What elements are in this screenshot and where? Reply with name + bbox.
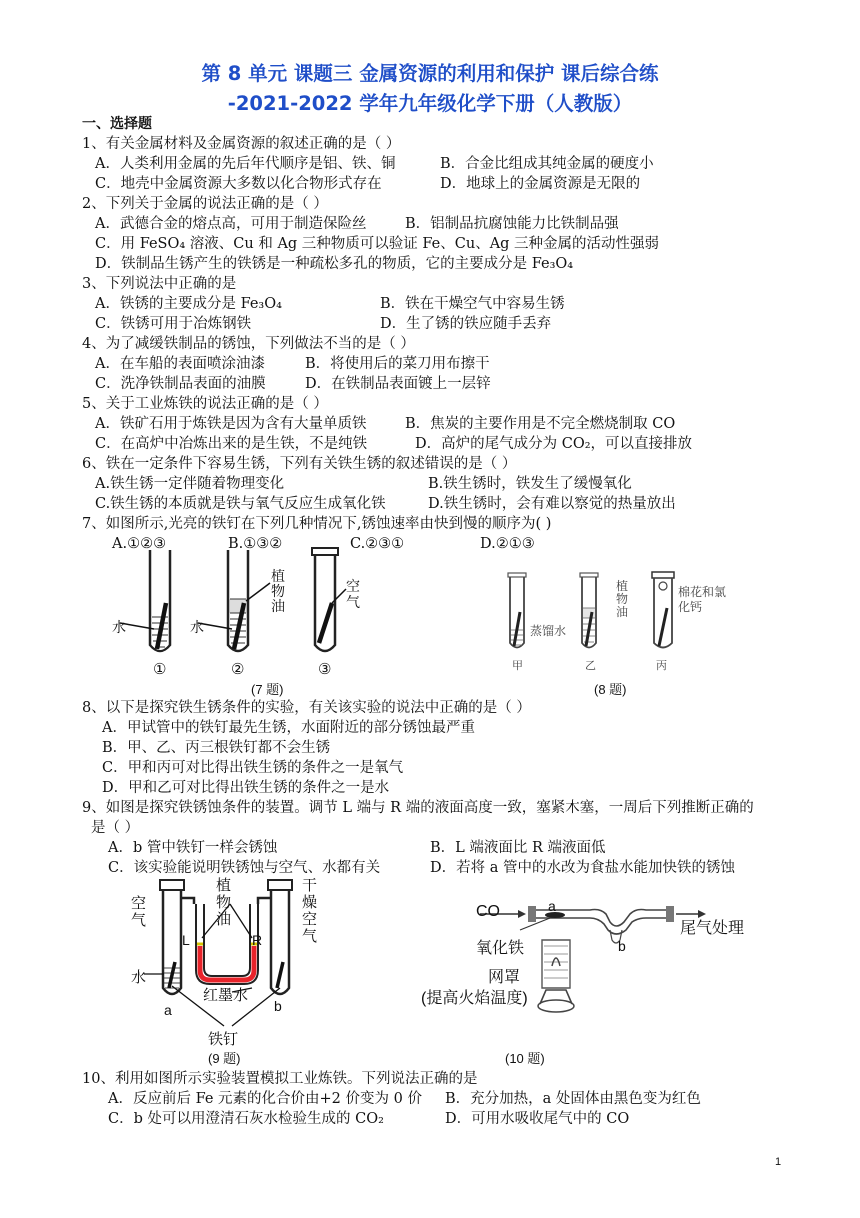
fig9-L-label: L xyxy=(182,932,190,948)
page-number: 1 xyxy=(775,1156,782,1168)
q8-stem: 8、以下是探究铁生锈条件的实验，有关该实验的说法中正确的是（ ） xyxy=(82,700,531,716)
fig7-tube-1-number: ① xyxy=(153,661,167,678)
q9-option-c: C．该实验能说明铁锈蚀与空气、水都有关 xyxy=(108,860,381,876)
q3-option-b: B．铁在干燥空气中容易生锈 xyxy=(380,296,565,312)
fig9-nail-label: 铁钉 xyxy=(208,1031,239,1048)
q5-option-d: D．高炉的尾气成分为 CO₂，可以直接排放 xyxy=(415,436,693,452)
q7-option-b: B.①③② xyxy=(228,536,283,552)
fig8-jia-label: 甲 xyxy=(512,660,523,672)
fig9-red-ink-label: 红墨水 xyxy=(203,987,249,1004)
q9-option-d: D．若将 a 管中的水改为食盐水能加快铁的锈蚀 xyxy=(430,860,735,876)
fig9-caption: (9 题) xyxy=(208,1051,241,1066)
fig9-air-label: 空气 xyxy=(131,895,147,929)
q6-option-c: C.铁生锈的本质就是铁与氧气反应生成氧化铁 xyxy=(95,496,386,512)
tube-jia xyxy=(508,573,526,648)
page-title: 第 8 单元 课题三 金属资源的利用和保护 课后综合练 xyxy=(201,62,659,85)
q4-option-c: C．洗净铁制品表面的油膜 xyxy=(95,376,266,392)
q6-option-d: D.铁生锈时，会有难以察觉的热量放出 xyxy=(428,496,676,512)
fig10-iron-oxide-label: 氧化铁 xyxy=(476,940,525,957)
fig8-caption: (8 题) xyxy=(594,682,627,697)
q2-option-c: C．用 FeSO₄ 溶液、Cu 和 Ag 三种物质可以验证 Fe、Cu、Ag 三种金属的活动性强弱 xyxy=(95,236,660,252)
q3-option-c: C．铁锈可用于冶炼钢铁 xyxy=(95,316,252,332)
q10-option-d: D．可用水吸收尾气中的 CO xyxy=(445,1111,630,1127)
fig7-water-label-2: 水 xyxy=(190,619,204,635)
q3-stem: 3、下列说法中正确的是 xyxy=(82,276,237,292)
q8-option-b: B．甲、乙、丙三根铁钉都不会生锈 xyxy=(102,740,331,756)
tube-bing xyxy=(652,572,674,648)
fig7-tube-2-number: ② xyxy=(231,661,245,678)
q6-option-b: B.铁生锈时，铁发生了缓慢氧化 xyxy=(428,476,632,492)
q10-option-a: A．反应前后 Fe 元素的化合价由+2 价变为 0 价 xyxy=(108,1091,422,1107)
fig7-caption: (7 题) xyxy=(251,682,284,697)
q9-option-a: A．b 管中铁钉一样会锈蚀 xyxy=(108,840,278,856)
fig8-oil-label: 植物油 xyxy=(616,579,629,619)
test-tube-2 xyxy=(198,550,270,651)
q6-option-a: A.铁生锈一定伴随着物理变化 xyxy=(95,476,285,492)
q8-option-a: A．甲试管中的铁钉最先生锈，水面附近的部分锈蚀最严重 xyxy=(102,720,475,736)
fig8-bing-label: 丙 xyxy=(656,660,667,672)
fig8-yi-label: 乙 xyxy=(585,660,596,672)
fig10-tail-gas-label: 尾气处理 xyxy=(680,920,745,937)
q1-option-d: D．地球上的金属资源是无限的 xyxy=(440,176,641,192)
figure-7-test-tubes xyxy=(110,545,390,680)
q9-stem-line1: 9、如图是探究铁锈蚀条件的装置。调节 L 端与 R 端的液面高度一致，塞紧木塞，一周后下列推断正确的 xyxy=(82,800,754,816)
fig9-oil-label: 植物油 xyxy=(216,877,232,928)
q4-option-b: B．将使用后的菜刀用布擦干 xyxy=(305,356,490,372)
fig7-water-label: 水 xyxy=(112,619,126,635)
fig8-boiled-water-label: 蒸馏水 xyxy=(530,624,567,638)
q2-stem: 2、下列关于金属的说法正确的是（ ） xyxy=(82,196,328,212)
test-tube-1 xyxy=(120,550,170,651)
fig10-net-label: 网罩 xyxy=(488,969,521,986)
page-subtitle: -2021-2022 学年九年级化学下册（人教版） xyxy=(227,92,633,115)
q9-stem-line2: 是（ ） xyxy=(91,820,140,836)
q4-option-a: A．在车船的表面喷涂油漆 xyxy=(95,356,265,372)
q8-option-d: D．甲和乙可对比得出铁生锈的条件之一是水 xyxy=(102,780,390,796)
test-tube-3 xyxy=(312,548,346,651)
fig10-co-label: CO xyxy=(476,903,500,920)
fig7-tube-3-number: ③ xyxy=(318,661,332,678)
q2-option-d: D．铁制品生锈产生的铁锈是一种疏松多孔的物质，它的主要成分是 Fe₃O₄ xyxy=(95,256,574,272)
fig9-a-label: a xyxy=(164,1002,172,1018)
fig7-air-label: 空气 xyxy=(346,578,360,610)
q4-option-d: D．在铁制品表面镀上一层锌 xyxy=(305,376,491,392)
q1-option-c: C．地壳中金属资源大多数以化合物形式存在 xyxy=(95,176,382,192)
q2-option-a: A．武德合金的熔点高，可用于制造保险丝 xyxy=(95,216,367,232)
q8-option-c: C．甲和丙可对比得出铁生锈的条件之一是氧气 xyxy=(102,760,404,776)
fig9-R-label: R xyxy=(252,932,263,948)
fig10-caption: (10 题) xyxy=(505,1051,545,1066)
q1-option-b: B．合金比组成其纯金属的硬度小 xyxy=(440,156,654,172)
q1-stem: 1、有关金属材料及金属资源的叙述正确的是（ ） xyxy=(82,136,401,152)
fig9-b-label: b xyxy=(274,998,282,1014)
q7-option-c: C.②③① xyxy=(350,536,405,552)
q3-option-a: A．铁锈的主要成分是 Fe₃O₄ xyxy=(95,296,282,312)
q10-option-b: B．充分加热，a 处固体由黑色变为红色 xyxy=(445,1091,701,1107)
q6-stem: 6、铁在一定条件下容易生锈，下列有关铁生锈的叙述错误的是（ ） xyxy=(82,456,517,472)
q3-option-d: D．生了锈的铁应随手丢弃 xyxy=(380,316,552,332)
q10-option-c: C．b 处可以用澄清石灰水检验生成的 CO₂ xyxy=(108,1111,384,1127)
q4-stem: 4、为了减缓铁制品的锈蚀，下列做法不当的是（ ） xyxy=(82,336,415,352)
q1-option-a: A．人类利用金属的先后年代顺序是铝、铁、铜 xyxy=(95,156,396,172)
section-heading: 一、选择题 xyxy=(82,116,152,132)
fig10-a-label: a xyxy=(548,898,556,914)
q5-stem: 5、关于工业炼铁的说法正确的是（ ） xyxy=(82,396,328,412)
q5-option-a: A．铁矿石用于炼铁是因为含有大量单质铁 xyxy=(95,416,367,432)
fig7-oil-label: 植物油 xyxy=(271,568,285,614)
tube-yi xyxy=(580,573,598,648)
fig8-cotton-label: 棉花和氯化钙 xyxy=(678,585,727,614)
fig9-water-label: 水 xyxy=(131,969,147,986)
figure-8-test-tubes xyxy=(500,568,700,668)
q5-option-c: C．在高炉中冶炼出来的是生铁，不是纯铁 xyxy=(95,436,368,452)
q7-stem: 7、如图所示,光亮的铁钉在下列几种情况下,锈蚀速率由快到慢的顺序为( ) xyxy=(82,516,552,532)
q5-option-b: B．焦炭的主要作用是不完全燃烧制取 CO xyxy=(405,416,676,432)
q9-option-b: B．L 端液面比 R 端液面低 xyxy=(430,840,606,856)
q7-option-d: D.②①③ xyxy=(480,536,535,552)
q7-option-a: A.①②③ xyxy=(112,536,167,552)
fig9-dry-air-label: 干燥空气 xyxy=(302,877,318,945)
q2-option-b: B．铝制品抗腐蚀能力比铁制品强 xyxy=(405,216,619,232)
fig10-b-label: b xyxy=(618,938,626,954)
q10-stem: 10、利用如图所示实验装置模拟工业炼铁。下列说法正确的是 xyxy=(82,1071,478,1087)
fig10-flame-label: (提高火焰温度) xyxy=(421,990,528,1007)
